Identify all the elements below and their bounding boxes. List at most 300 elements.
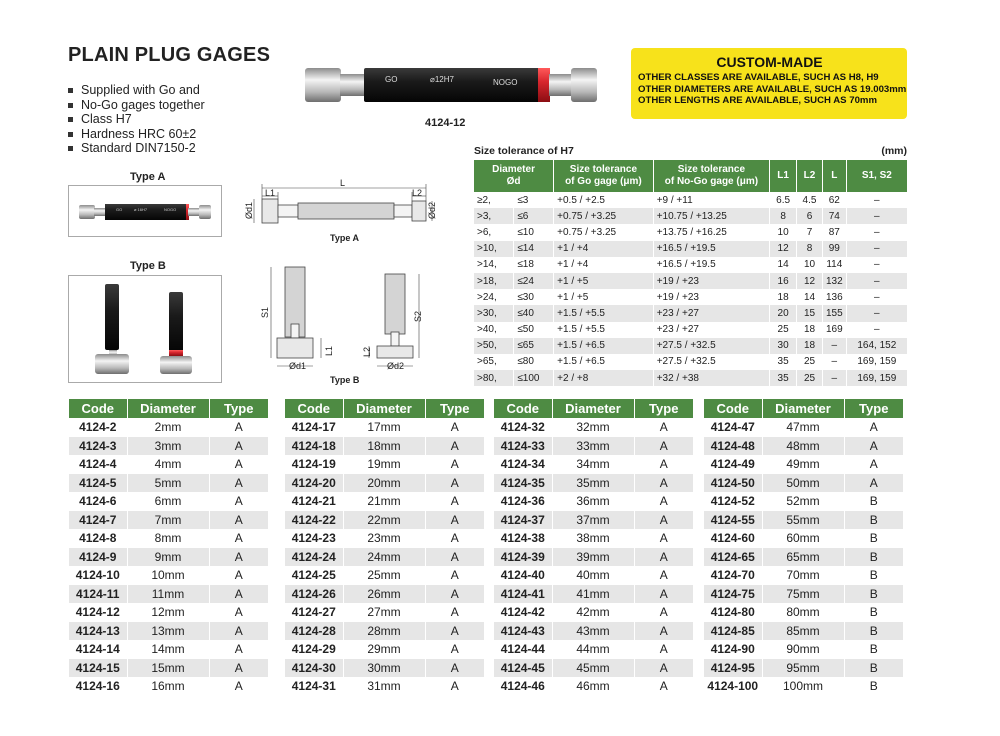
table-row <box>69 677 268 696</box>
tolerance-cell: 14 <box>797 289 823 305</box>
tolerance-cell: – <box>846 192 907 208</box>
diameter-cell: 80mm <box>762 603 844 622</box>
tolerance-cell: 15 <box>797 305 823 321</box>
feature-item: Standard DIN7150-2 <box>68 141 205 156</box>
type-cell: A <box>209 585 268 604</box>
type-cell: A <box>425 474 484 493</box>
feature-item: Class H7 <box>68 112 205 127</box>
table-row <box>69 437 268 456</box>
diameter-cell: 33mm <box>552 437 634 456</box>
table-row <box>69 511 268 530</box>
table-row <box>69 622 268 641</box>
custom-made-heading: CUSTOM-MADE <box>716 54 823 70</box>
diameter-cell: 32mm <box>552 418 634 437</box>
tolerance-cell: 114 <box>822 257 846 273</box>
code-cell: 4124-65 <box>704 548 762 567</box>
feature-list <box>68 83 205 156</box>
tolerance-cell: +16.5 / +19.5 <box>653 241 769 257</box>
table-row <box>494 418 693 437</box>
diameter-cell: 45mm <box>552 659 634 678</box>
table-row <box>494 677 693 696</box>
diameter-cell: 50mm <box>762 474 844 493</box>
tolerance-cell: 30 <box>770 338 797 354</box>
table-row <box>69 659 268 678</box>
type-cell: A <box>209 548 268 567</box>
code-table-header: Type <box>425 399 484 418</box>
tolerance-cell: 164, 152 <box>846 338 907 354</box>
code-cell: 4124-55 <box>704 511 762 530</box>
tolerance-cell: 4.5 <box>797 192 823 208</box>
diameter-cell: 55mm <box>762 511 844 530</box>
type-a-caption: Type A <box>130 171 166 183</box>
tolerance-cell: +1.5 / +5.5 <box>554 305 654 321</box>
code-cell: 4124-85 <box>704 622 762 641</box>
type-a-dim-L: L <box>340 178 346 188</box>
diameter-cell: 28mm <box>343 622 425 641</box>
code-cell: 4124-48 <box>704 437 762 456</box>
diameter-cell: 17mm <box>343 418 425 437</box>
tolerance-cell: 62 <box>822 192 846 208</box>
type-cell: A <box>209 677 268 696</box>
code-table-header: Type <box>634 399 693 418</box>
tolerance-cell: >14, <box>474 257 514 273</box>
diameter-cell: 70mm <box>762 566 844 585</box>
tolerance-cell: +32 / +38 <box>653 370 769 386</box>
type-cell: A <box>209 492 268 511</box>
type-b-photo <box>68 275 222 383</box>
table-row <box>494 511 693 530</box>
tolerance-cell: ≤6 <box>514 208 554 224</box>
tolerance-cell: 10 <box>797 257 823 273</box>
diameter-cell: 85mm <box>762 622 844 641</box>
type-cell: B <box>844 603 903 622</box>
code-cell: 4124-8 <box>69 529 127 548</box>
table-row <box>285 548 484 567</box>
type-cell: A <box>425 437 484 456</box>
code-cell: 4124-37 <box>494 511 552 530</box>
tolerance-cell: +1 / +4 <box>554 241 654 257</box>
diameter-cell: 26mm <box>343 585 425 604</box>
table-row <box>704 585 903 604</box>
tolerance-cell: 136 <box>822 289 846 305</box>
type-cell: A <box>844 474 903 493</box>
diameter-cell: 39mm <box>552 548 634 567</box>
product-code-label: 4124-12 <box>425 117 466 129</box>
code-cell: 4124-14 <box>69 640 127 659</box>
type-cell: A <box>425 585 484 604</box>
type-a-dim-d1: Ød1 <box>244 201 254 219</box>
table-row <box>494 548 693 567</box>
tolerance-cell: +19 / +23 <box>653 273 769 289</box>
tolerance-cell: >65, <box>474 354 514 370</box>
code-cell: 4124-15 <box>69 659 127 678</box>
diameter-cell: 43mm <box>552 622 634 641</box>
table-row <box>285 677 484 696</box>
type-cell: A <box>425 492 484 511</box>
table-row <box>69 492 268 511</box>
code-table-header: Diameter <box>762 399 844 418</box>
tolerance-cell: 87 <box>822 224 846 240</box>
code-cell: 4124-23 <box>285 529 343 548</box>
type-cell: A <box>209 603 268 622</box>
tolerance-row <box>474 305 907 321</box>
table-row <box>704 511 903 530</box>
code-cell: 4124-22 <box>285 511 343 530</box>
table-row <box>494 585 693 604</box>
code-cell: 4124-3 <box>69 437 127 456</box>
diameter-cell: 65mm <box>762 548 844 567</box>
table-row <box>494 529 693 548</box>
type-cell: A <box>634 474 693 493</box>
tolerance-cell: +27.5 / +32.5 <box>653 338 769 354</box>
type-cell: A <box>844 418 903 437</box>
tol-header-nogo: Size tolerance of No-Go gage (μm) <box>653 160 769 192</box>
tolerance-cell: +0.5 / +2.5 <box>554 192 654 208</box>
tolerance-cell: ≤40 <box>514 305 554 321</box>
table-row <box>285 492 484 511</box>
code-table-header: Diameter <box>552 399 634 418</box>
tolerance-cell: +10.75 / +13.25 <box>653 208 769 224</box>
type-a-photo-mark-go: GO <box>116 207 123 212</box>
code-table-1 <box>69 399 268 696</box>
diameter-cell: 100mm <box>762 677 844 696</box>
diameter-cell: 60mm <box>762 529 844 548</box>
diameter-cell: 16mm <box>127 677 209 696</box>
code-cell: 4124-2 <box>69 418 127 437</box>
tolerance-cell: ≤10 <box>514 224 554 240</box>
type-cell: A <box>634 677 693 696</box>
type-a-drawing-caption: Type A <box>330 233 360 243</box>
tolerance-cell: +23 / +27 <box>653 322 769 338</box>
type-cell: B <box>844 677 903 696</box>
code-cell: 4124-31 <box>285 677 343 696</box>
type-cell: A <box>425 677 484 696</box>
tolerance-cell: 169, 159 <box>846 370 907 386</box>
diameter-cell: 25mm <box>343 566 425 585</box>
table-row <box>285 585 484 604</box>
code-table-header: Code <box>285 399 343 418</box>
custom-made-line: OTHER CLASSES ARE AVAILABLE, SUCH AS H8, H9 <box>638 72 879 83</box>
tolerance-cell: 74 <box>822 208 846 224</box>
tolerance-cell: 14 <box>770 257 797 273</box>
table-row <box>285 603 484 622</box>
table-row <box>494 437 693 456</box>
code-cell: 4124-17 <box>285 418 343 437</box>
diameter-cell: 15mm <box>127 659 209 678</box>
diameter-cell: 19mm <box>343 455 425 474</box>
code-cell: 4124-70 <box>704 566 762 585</box>
type-cell: A <box>634 603 693 622</box>
tolerance-cell: – <box>822 354 846 370</box>
code-cell: 4124-16 <box>69 677 127 696</box>
code-table-header: Type <box>209 399 268 418</box>
type-cell: A <box>634 566 693 585</box>
code-cell: 4124-30 <box>285 659 343 678</box>
tolerance-cell: 25 <box>797 370 823 386</box>
type-cell: A <box>844 455 903 474</box>
tolerance-cell: – <box>846 273 907 289</box>
code-table-header: Code <box>704 399 762 418</box>
diameter-cell: 95mm <box>762 659 844 678</box>
type-a-photo-mark-size: ⌀ 16H7 <box>134 207 148 212</box>
tolerance-row <box>474 257 907 273</box>
type-cell: A <box>209 474 268 493</box>
code-cell: 4124-27 <box>285 603 343 622</box>
table-row <box>69 640 268 659</box>
table-row <box>704 603 903 622</box>
diameter-cell: 41mm <box>552 585 634 604</box>
code-cell: 4124-9 <box>69 548 127 567</box>
code-cell: 4124-13 <box>69 622 127 641</box>
type-cell: A <box>425 511 484 530</box>
tolerance-cell: ≤50 <box>514 322 554 338</box>
diameter-cell: 23mm <box>343 529 425 548</box>
tolerance-row <box>474 354 907 370</box>
code-cell: 4124-75 <box>704 585 762 604</box>
tolerance-cell: >6, <box>474 224 514 240</box>
tolerance-cell: 169, 159 <box>846 354 907 370</box>
code-cell: 4124-60 <box>704 529 762 548</box>
tolerance-cell: 25 <box>770 322 797 338</box>
type-cell: A <box>634 529 693 548</box>
type-cell: A <box>634 437 693 456</box>
diameter-cell: 6mm <box>127 492 209 511</box>
type-cell: A <box>209 622 268 641</box>
type-b-dim-L2: L2 <box>362 346 372 357</box>
type-cell: A <box>425 529 484 548</box>
table-row <box>704 437 903 456</box>
type-cell: A <box>209 640 268 659</box>
type-b-dim-d2: Ød2 <box>387 361 405 371</box>
type-b-dim-L1: L1 <box>324 345 334 356</box>
product-mark-go: GO <box>385 75 398 84</box>
tolerance-cell: 18 <box>797 322 823 338</box>
table-row <box>285 474 484 493</box>
diameter-cell: 20mm <box>343 474 425 493</box>
tolerance-cell: +16.5 / +19.5 <box>653 257 769 273</box>
tolerance-cell: +1 / +4 <box>554 257 654 273</box>
code-cell: 4124-5 <box>69 474 127 493</box>
diameter-cell: 5mm <box>127 474 209 493</box>
table-row <box>704 548 903 567</box>
code-cell: 4124-38 <box>494 529 552 548</box>
code-table-2 <box>285 399 484 696</box>
code-cell: 4124-32 <box>494 418 552 437</box>
tolerance-cell: 169 <box>822 322 846 338</box>
type-cell: A <box>634 455 693 474</box>
tolerance-cell: >40, <box>474 322 514 338</box>
tolerance-cell: 25 <box>797 354 823 370</box>
table-row <box>494 640 693 659</box>
tolerance-table-body <box>474 192 907 386</box>
type-cell: A <box>634 418 693 437</box>
table-row <box>285 640 484 659</box>
type-a-dim-L1: L1 <box>265 188 276 198</box>
tolerance-cell: 18 <box>770 289 797 305</box>
tolerance-table <box>474 160 907 386</box>
table-row <box>285 511 484 530</box>
table-row <box>285 659 484 678</box>
tolerance-cell: +9 / +11 <box>653 192 769 208</box>
feature-item: Supplied with Go and <box>68 83 205 98</box>
code-cell: 4124-33 <box>494 437 552 456</box>
tol-header-go: Size tolerance of Go gage (μm) <box>554 160 654 192</box>
tolerance-unit: (mm) <box>881 145 907 157</box>
type-cell: B <box>844 511 903 530</box>
table-row <box>69 529 268 548</box>
diameter-cell: 9mm <box>127 548 209 567</box>
tolerance-cell: 6.5 <box>770 192 797 208</box>
tol-header-L2: L2 <box>797 160 823 192</box>
tolerance-caption-row <box>474 145 907 157</box>
custom-made-box <box>631 48 907 119</box>
code-cell: 4124-29 <box>285 640 343 659</box>
diameter-cell: 30mm <box>343 659 425 678</box>
tolerance-cell: >50, <box>474 338 514 354</box>
tolerance-cell: 16 <box>770 273 797 289</box>
tolerance-cell: 6 <box>797 208 823 224</box>
code-cell: 4124-34 <box>494 455 552 474</box>
feature-item: Hardness HRC 60±2 <box>68 127 205 142</box>
code-cell: 4124-24 <box>285 548 343 567</box>
table-row <box>494 622 693 641</box>
tolerance-cell: +1.5 / +6.5 <box>554 338 654 354</box>
code-table-header: Code <box>494 399 552 418</box>
diameter-cell: 27mm <box>343 603 425 622</box>
type-cell: B <box>844 492 903 511</box>
code-cell: 4124-49 <box>704 455 762 474</box>
tolerance-cell: ≤3 <box>514 192 554 208</box>
table-row <box>704 418 903 437</box>
type-cell: B <box>844 548 903 567</box>
type-cell: B <box>844 622 903 641</box>
type-b-dim-d1: Ød1 <box>289 361 307 371</box>
type-cell: B <box>844 585 903 604</box>
product-mark-size: ⌀12H7 <box>430 75 454 84</box>
type-b-drawing-caption: Type B <box>330 375 360 385</box>
tolerance-cell: 35 <box>770 370 797 386</box>
tolerance-cell: ≤65 <box>514 338 554 354</box>
code-cell: 4124-25 <box>285 566 343 585</box>
type-cell: A <box>425 622 484 641</box>
diameter-cell: 46mm <box>552 677 634 696</box>
tolerance-cell: 18 <box>797 338 823 354</box>
code-cell: 4124-50 <box>704 474 762 493</box>
diameter-cell: 11mm <box>127 585 209 604</box>
diameter-cell: 90mm <box>762 640 844 659</box>
code-cell: 4124-41 <box>494 585 552 604</box>
type-cell: A <box>425 659 484 678</box>
diameter-cell: 4mm <box>127 455 209 474</box>
tolerance-cell: 35 <box>770 354 797 370</box>
type-cell: A <box>425 603 484 622</box>
tolerance-cell: 12 <box>797 273 823 289</box>
table-row <box>704 640 903 659</box>
type-cell: A <box>634 511 693 530</box>
tolerance-cell: >18, <box>474 273 514 289</box>
type-cell: A <box>425 566 484 585</box>
tolerance-row <box>474 192 907 208</box>
tolerance-cell: >30, <box>474 305 514 321</box>
diameter-cell: 14mm <box>127 640 209 659</box>
tolerance-cell: +1 / +5 <box>554 273 654 289</box>
code-cell: 4124-90 <box>704 640 762 659</box>
code-cell: 4124-52 <box>704 492 762 511</box>
code-table-header: Diameter <box>343 399 425 418</box>
type-cell: A <box>209 529 268 548</box>
table-row <box>69 548 268 567</box>
tolerance-row <box>474 289 907 305</box>
code-cell: 4124-43 <box>494 622 552 641</box>
tolerance-cell: +0.75 / +3.25 <box>554 224 654 240</box>
diameter-cell: 12mm <box>127 603 209 622</box>
table-row <box>494 603 693 622</box>
tolerance-cell: 99 <box>822 241 846 257</box>
tolerance-cell: – <box>822 338 846 354</box>
table-row <box>285 437 484 456</box>
custom-made-line: OTHER DIAMETERS ARE AVAILABLE, SUCH AS 19.003mm <box>638 83 907 95</box>
code-cell: 4124-95 <box>704 659 762 678</box>
tolerance-cell: 8 <box>770 208 797 224</box>
table-row <box>69 455 268 474</box>
tolerance-cell: 155 <box>822 305 846 321</box>
type-cell: A <box>209 418 268 437</box>
code-cell: 4124-35 <box>494 474 552 493</box>
tolerance-cell: >3, <box>474 208 514 224</box>
diameter-cell: 52mm <box>762 492 844 511</box>
code-table-header: Code <box>69 399 127 418</box>
code-cell: 4124-80 <box>704 603 762 622</box>
tolerance-cell: – <box>846 305 907 321</box>
tolerance-cell: >80, <box>474 370 514 386</box>
table-row <box>69 418 268 437</box>
tolerance-cell: – <box>846 322 907 338</box>
type-cell: A <box>425 455 484 474</box>
code-cell: 4124-12 <box>69 603 127 622</box>
diameter-cell: 8mm <box>127 529 209 548</box>
tolerance-row <box>474 322 907 338</box>
type-cell: A <box>425 548 484 567</box>
table-row <box>285 529 484 548</box>
diameter-cell: 38mm <box>552 529 634 548</box>
tolerance-cell: 20 <box>770 305 797 321</box>
table-row <box>285 622 484 641</box>
code-table-3 <box>494 399 693 696</box>
tolerance-caption: Size tolerance of H7 <box>474 145 574 157</box>
table-row <box>494 659 693 678</box>
tolerance-cell: ≤100 <box>514 370 554 386</box>
tolerance-cell: ≤24 <box>514 273 554 289</box>
tolerance-cell: 132 <box>822 273 846 289</box>
table-row <box>69 585 268 604</box>
tolerance-cell: +2 / +8 <box>554 370 654 386</box>
tolerance-cell: 8 <box>797 241 823 257</box>
diameter-cell: 21mm <box>343 492 425 511</box>
table-row <box>285 418 484 437</box>
code-cell: 4124-7 <box>69 511 127 530</box>
code-cell: 4124-47 <box>704 418 762 437</box>
product-mark-nogo: NOGO <box>493 78 518 87</box>
type-cell: A <box>634 622 693 641</box>
tolerance-cell: – <box>846 241 907 257</box>
code-cell: 4124-20 <box>285 474 343 493</box>
type-cell: A <box>209 455 268 474</box>
table-row <box>69 603 268 622</box>
type-cell: A <box>634 659 693 678</box>
type-cell: B <box>844 640 903 659</box>
tolerance-cell: 10 <box>770 224 797 240</box>
diameter-cell: 34mm <box>552 455 634 474</box>
